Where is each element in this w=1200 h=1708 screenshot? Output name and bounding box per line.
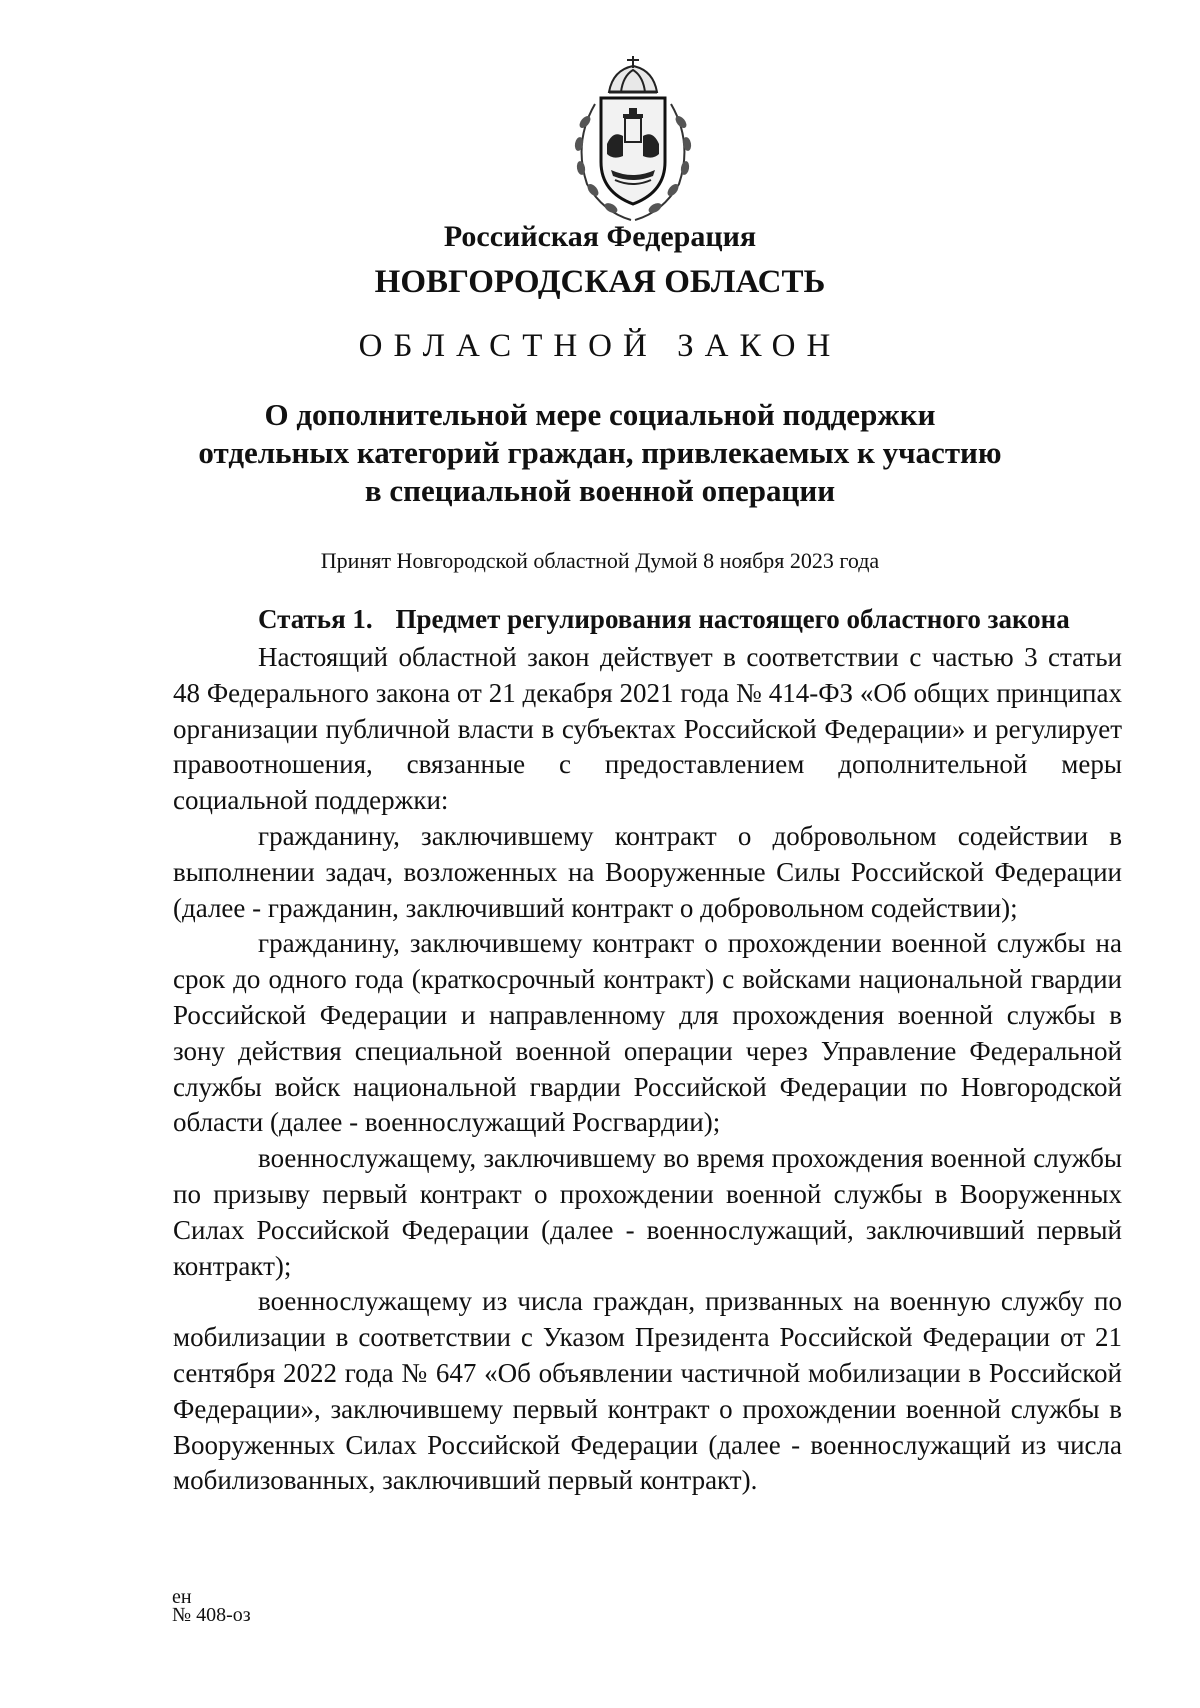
law-number: № 408-оз <box>172 1604 251 1626</box>
federation-heading: Российская Федерация <box>443 220 757 253</box>
law-title-line: О дополнительной мере социальной поддержки <box>264 397 936 432</box>
adoption-note: Принят Новгородской областной Думой 8 ноября 2023 года <box>320 548 880 573</box>
law-title-line: отдельных категорий граждан, привлекаемых к участию <box>198 435 1002 470</box>
law-title <box>0 396 1200 510</box>
document-type-heading: ОБЛАСТНОЙ ЗАКОН <box>358 328 842 364</box>
paragraph: военнослужащему из числа граждан, призванных на военную службу по мобилизации в соответствии с Указом Президента Российской Федерации от 21 сентября 2022 года № 647 «Об объявлении частичной мобилизации в Российской Федерации», заключившему первый контракт о прохождении военной службы в Вооруженных Силах Российской Федерации (далее - военнослужащий из числа мобилизованных, заключивший первый контракт). <box>173 1286 1122 1496</box>
law-title-line: в специальной военной операции <box>364 473 836 508</box>
paragraph: Настоящий областной закон действует в соответствии с частью 3 статьи 48 Федерального закона от 21 декабря 2021 года № 414-ФЗ «Об общих принципах организации публичной власти в субъектах Российской Федерации» и регулирует правоотношения, связанные с предоставлением дополнительной меры социальной поддержки: <box>173 642 1122 816</box>
region-heading: НОВГОРОДСКАЯ ОБЛАСТЬ <box>374 264 826 300</box>
document-footer <box>172 1588 251 1624</box>
article-body <box>173 640 1122 1499</box>
article-heading <box>258 604 1070 635</box>
article-title: Предмет регулирования настоящего областного закона <box>395 604 1070 634</box>
article-number: Статья 1. <box>258 604 373 634</box>
paragraph: гражданину, заключившему контракт о прохождении военной службы на срок до одного года (краткосрочный контракт) с войсками национальной гвардии Российской Федерации и направленному для прохождения военной службы в зону действия специальной военной операции через Управление Федеральной службы войск национальной гвардии Российской Федерации по Новгородской области (далее - военнослужащий Росгвардии); <box>173 928 1122 1138</box>
footer-initials: ен <box>172 1586 192 1608</box>
paragraph: гражданину, заключившему контракт о добровольном содействии в выполнении задач, возложенных на Вооруженные Силы Российской Федерации (далее - гражданин, заключивший контракт о добровольном содействии); <box>173 820 1122 923</box>
coat-of-arms-icon <box>565 52 701 228</box>
paragraph: военнослужащему, заключившему во время прохождения военной службы по призыву первый контракт о прохождении военной службы в Вооруженных Силах Российской Федерации (далее - военнослужащий, заключивший первый контракт); <box>173 1143 1122 1281</box>
